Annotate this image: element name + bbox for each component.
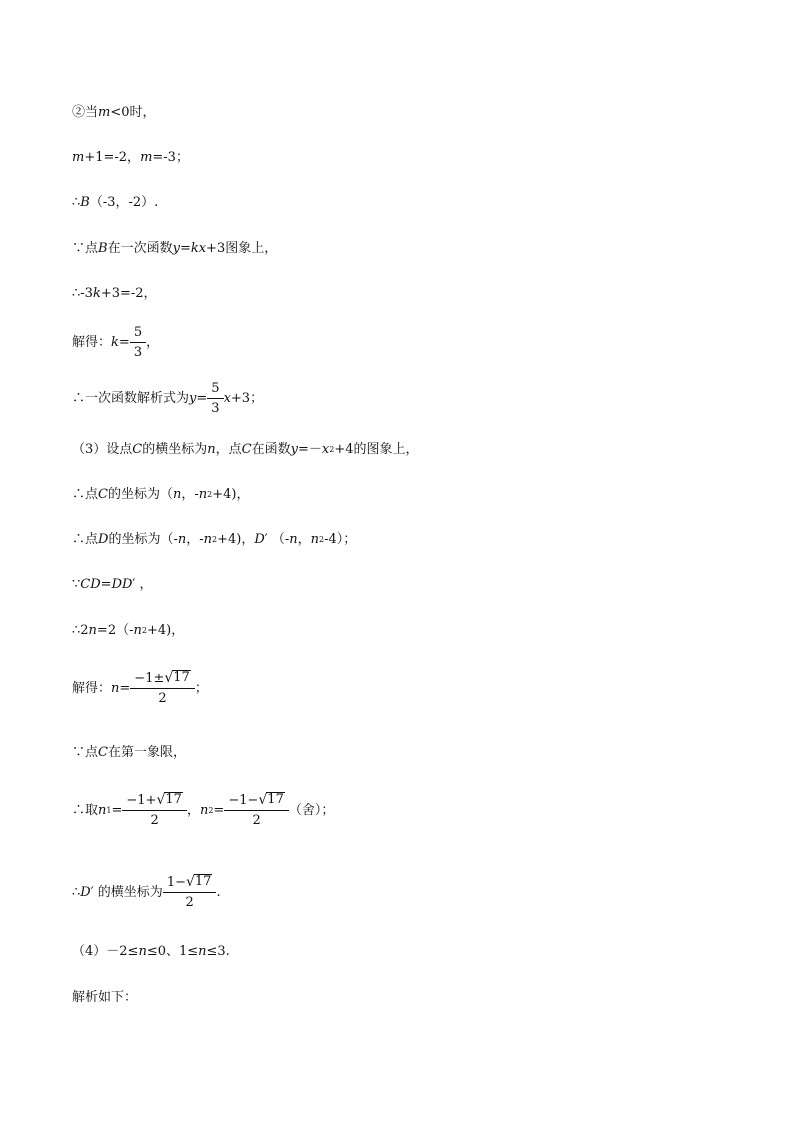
text: ′ 的横坐标为 xyxy=(90,884,163,900)
text: −1± xyxy=(134,671,165,686)
radical-sign: √ xyxy=(258,792,268,808)
radical-sign: √ xyxy=(156,792,166,808)
radical-sign: √ xyxy=(164,670,174,686)
var-n: n xyxy=(172,487,182,502)
var-n: n xyxy=(207,442,216,457)
var-d: D xyxy=(98,532,109,547)
text: =－ xyxy=(297,442,322,457)
line-d-abscissa xyxy=(72,874,221,911)
radicand: 17 xyxy=(267,792,284,807)
segment-cd: CD xyxy=(80,577,101,592)
var-n: n xyxy=(98,802,107,818)
therefore-symbol: ∴ xyxy=(72,195,81,210)
text: 的横坐标为 xyxy=(142,442,208,457)
text: ∴一次函数解析式为 xyxy=(72,391,190,406)
var-k: k xyxy=(111,335,119,350)
segment-dd: DD xyxy=(111,577,133,592)
line-point-b xyxy=(72,194,158,212)
denominator: 2 xyxy=(122,810,187,829)
denominator: 3 xyxy=(207,398,223,417)
text: −1+ xyxy=(126,793,157,808)
text: ′ ， xyxy=(132,577,153,592)
text: +3； xyxy=(230,391,264,406)
text: ∴点 xyxy=(72,532,99,547)
text: = xyxy=(119,680,131,696)
line-analysis-heading xyxy=(72,989,137,1007)
text: 在函数 xyxy=(251,442,291,457)
var-m: m xyxy=(72,150,85,165)
sqrt xyxy=(164,670,190,685)
text: −1− xyxy=(228,793,259,808)
var-n: n xyxy=(177,532,187,547)
text: （舍）； xyxy=(288,802,335,818)
var-n: n xyxy=(203,532,213,547)
numerator: 5 xyxy=(211,381,220,396)
text: ， xyxy=(297,532,311,547)
text: ≤3. xyxy=(206,944,230,959)
denominator: 2 xyxy=(224,810,289,829)
var-c: C xyxy=(98,487,108,502)
line-solve-n xyxy=(72,670,208,707)
denominator: 3 xyxy=(130,342,146,361)
var-m: m xyxy=(140,150,153,165)
text: = xyxy=(213,802,225,818)
var-n: n xyxy=(133,623,142,638)
text: 解得： xyxy=(72,335,112,350)
text: 的坐标为（- xyxy=(108,532,178,547)
text: 在第一象限， xyxy=(107,745,186,760)
line-part3-setup: （3）设点 C 的横坐标为 n ，点 C 在函数 y =－ x 2 +4的图象上， xyxy=(72,442,419,457)
text: +4)， xyxy=(212,487,250,502)
numerator xyxy=(226,792,287,810)
text: +4)， xyxy=(217,532,255,547)
var-d: D xyxy=(254,532,265,547)
fraction xyxy=(124,792,185,829)
var-d: D xyxy=(80,884,91,900)
text: = xyxy=(111,802,123,818)
therefore-symbol: ∴ xyxy=(72,884,81,900)
text: = xyxy=(196,391,208,406)
var-x: x xyxy=(321,442,330,457)
var-c: C xyxy=(132,442,143,457)
var-b: B xyxy=(98,241,108,256)
line-first-quadrant xyxy=(72,744,186,762)
text: （3）设点 xyxy=(72,442,133,457)
text: ②当 xyxy=(72,105,99,120)
text: 1− xyxy=(166,875,186,890)
text: +4的图象上， xyxy=(334,442,419,457)
text: =-3； xyxy=(152,150,189,165)
fraction xyxy=(226,792,287,829)
text: +1=-2， xyxy=(84,150,141,165)
text: ，- xyxy=(181,487,199,502)
fraction xyxy=(132,670,193,707)
text: （-3，-2）. xyxy=(89,195,159,210)
var-c: C xyxy=(98,745,108,760)
line-equation-n: ∴2 n =2（- n 2 +4)， xyxy=(72,623,185,638)
radicand: 17 xyxy=(173,670,190,685)
text: +3=-2， xyxy=(100,286,157,301)
sqrt xyxy=(186,874,212,889)
text: . xyxy=(216,884,221,900)
var-n: n xyxy=(289,532,298,547)
fraction xyxy=(132,325,144,361)
text: ∵点 xyxy=(72,241,99,256)
denominator: 2 xyxy=(130,688,195,707)
line-take-roots: ∴取 n 1 = −1+ √ 17 2 ， n 2 = −1− √ 17 2 （舍）； xyxy=(72,792,335,828)
var-y: y xyxy=(189,391,197,406)
expr: y=kx xyxy=(172,241,207,256)
text: 解析如下： xyxy=(72,990,138,1005)
var-n: n xyxy=(111,680,120,696)
text: ′ （- xyxy=(264,532,290,547)
text: +4)， xyxy=(146,623,185,638)
text: = xyxy=(118,335,130,350)
line-cd-equals-dd xyxy=(72,576,153,594)
text: 解得： xyxy=(72,680,112,696)
radicand: 17 xyxy=(165,792,182,807)
text: ； xyxy=(194,680,208,696)
because-symbol: ∵ xyxy=(72,577,81,592)
numerator: 5 xyxy=(133,325,143,340)
line-solve-k xyxy=(72,325,159,361)
line-c-coordinates: ∴点 C 的坐标为（ n ，- n 2 +4)， xyxy=(72,487,250,502)
text: ≤0、1≤ xyxy=(146,944,199,959)
text: ∵点 xyxy=(72,745,99,760)
radicand: 17 xyxy=(194,874,212,889)
line-d-coordinates: ∴点 D 的坐标为（- n ，- n 2 +4)， D ′ （- n ， n 2 -4）； xyxy=(72,532,357,547)
var-c: C xyxy=(241,442,252,457)
line-equation-k xyxy=(72,285,157,303)
text: ∴2 xyxy=(72,623,89,638)
line-m-value xyxy=(72,149,189,167)
var-b: B xyxy=(80,195,90,210)
text: ∴点 xyxy=(72,487,99,502)
text: （4）－2≤ xyxy=(72,944,139,959)
text: ∴-3 xyxy=(72,286,93,301)
var-y: y xyxy=(290,442,298,457)
text: 的坐标为（ xyxy=(107,487,173,502)
text: ， xyxy=(146,335,160,350)
fraction xyxy=(165,874,215,911)
sqrt xyxy=(156,792,182,807)
text: -4）； xyxy=(324,532,357,547)
numerator xyxy=(124,792,185,810)
text: 在一次函数 xyxy=(107,241,173,256)
line-linear-function xyxy=(72,381,263,417)
text: ， xyxy=(186,802,200,818)
var-n: n xyxy=(88,623,97,638)
var-x: x xyxy=(223,391,231,406)
var-k: k xyxy=(92,286,101,301)
line-case-m-negative xyxy=(72,104,156,122)
text: <0时， xyxy=(110,105,156,120)
var-m: m xyxy=(98,105,111,120)
text: ，点 xyxy=(215,442,242,457)
text: ，- xyxy=(186,532,204,547)
var-n: n xyxy=(310,532,320,547)
line-part4-answer xyxy=(72,943,230,961)
var-n: n xyxy=(198,944,207,959)
numerator xyxy=(165,874,215,892)
var-n: n xyxy=(198,487,208,502)
var-n: n xyxy=(138,944,147,959)
numerator xyxy=(132,670,193,688)
var-n: n xyxy=(199,802,209,818)
text: =2（- xyxy=(96,623,134,638)
text: = xyxy=(100,577,112,592)
fraction xyxy=(209,381,221,417)
text: ∴取 xyxy=(72,802,99,818)
text: +3图象上， xyxy=(206,241,278,256)
radical-sign: √ xyxy=(185,874,195,890)
line-b-on-linear xyxy=(72,240,277,258)
denominator: 2 xyxy=(163,892,217,911)
sqrt xyxy=(258,792,284,807)
